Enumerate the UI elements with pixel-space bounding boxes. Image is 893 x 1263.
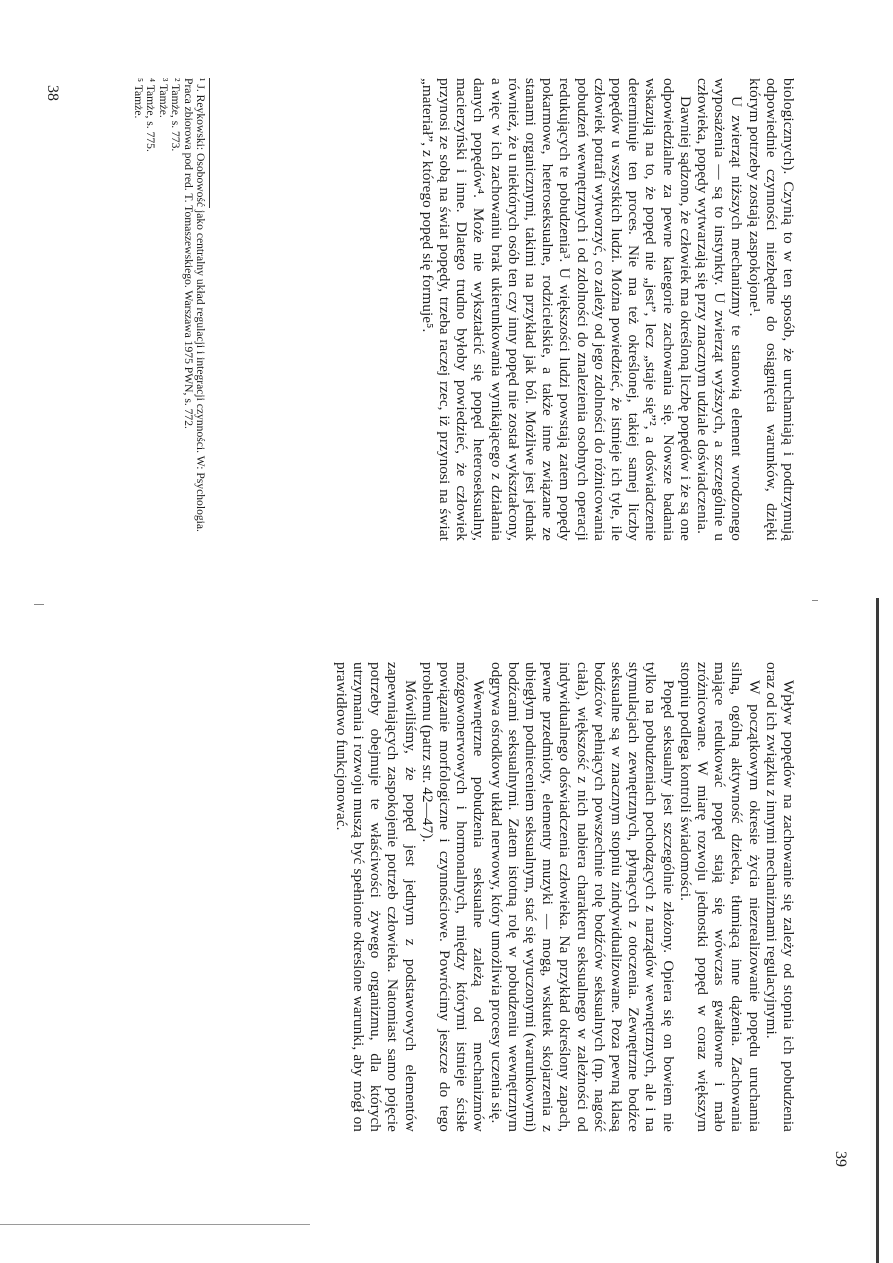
footnote: ³ Tamże. — [156, 78, 170, 118]
page-number: 38 — [44, 85, 61, 101]
footnote: ¹ J. Reykowski: Osobowość jako centralny układ regulacji i integracji czynności. W: Psychologia. Praca zbiorowa pod red. T. Tomaszewskiego. Warszawa 1975 PWN, s. 772. — [181, 78, 207, 532]
paragraph: U zwierząt niższych mechanizmy te stanowią element wrodzonego wyposażenia — są to instynkty. U zwierząt wyższych, a szczególnie u człowieka, popędy wytwarzają się przy znacznym udziale doświadczenia. — [693, 78, 746, 541]
footnote: ⁵ Tamże. — [131, 78, 145, 119]
paragraph: Dawniej sądzono, że człowiek ma określoną liczbę popędów i że są one odpowiedzialne za pewne kategorie zachowania się. Nowsze badania wskazują na to, że popęd nie „jest”, lecz „staje się”², a doświadczenie determinuje ten proces. Nie ma też określonej, takiej samej liczby popędów u wszystkich ludzi. Można powiedzieć, że istnieje ich tyle, ile człowiek potrafi wytworzyć, co zależy od jego zdolności do różnicowania pobudzeń wewnętrznych i od zdolności do znalezienia osobnych operacji redukujących te pobudzenia³. U większości ludzi powstają zatem popędy pokarmowe, heteroseksualne, rodzicielskie, a także inne związane ze stanami organicznymi, takimi na przykład jak ból. Możliwe jest jednak również, że u niektórych osób ten czy inny popęd nie został wykształcony, a więc w ich zachowaniu brak ukierunkowania wynikającego z działania danych popędów⁴. Może nie wykształcić się popęd heteroseksualny, macierzyński i inne. Dlatego trudno byłoby powiedzieć, że człowiek przynosi ze sobą na świat popędy, trzeba raczej rzec, iż przynosi na świat „materiał”, z którego popęd się formuje⁵. — [418, 78, 694, 541]
paragraph: biologicznych). Czynią to w ten sposób, że uruchamiają i podtrzymują odpowiednie czynności niezbędne do osiągnięcia warunków, dzięki którym potrzeby zostają zaspokojone¹. — [745, 78, 797, 541]
paragraph: W początkowym okresie życia niezrealizowanie popędu uruchamia silną, ogólną aktywność dziecka, tłumiącą inne dążenia. Zachowania mające redukować popęd stają się wówczas gwałtowne i mało zróżnicowane. W miarę rozwoju jednostki popęd w coraz większym stopniu podlega kontroli świadomości. — [676, 662, 763, 1132]
left-page-text — [419, 78, 797, 541]
footnote-rule — [209, 78, 210, 208]
paragraph: Wewnętrzne pobudzenia seksualne zależą od mechanizmów mózgowonerwowych i hormonalnych, między którymi istnieje ścisłe powiązanie morfologiczne i czynnościowe. Powrócimy jeszcze do tego problemu (patrz str. 42—47). — [418, 662, 488, 1132]
scan-speck — [34, 604, 44, 605]
footnote: ² Tamże, s. 773. — [169, 78, 183, 152]
paragraph: Mówiliśmy, że popęd jest jednym z podstawowych elementów zapewniających zaspokojenie potrzeb człowieka. Natomiast samo pojęcie potrzeby obejmuje te właściwości żywego organizmu, dla których utrzymania i rozwoju muszą być spełnione określone warunki, aby mógł on prawidłowo funkcjonować. — [332, 662, 419, 1132]
scan-speck — [812, 600, 818, 601]
page-gutter-line — [0, 1224, 310, 1225]
paragraph: Wpływ popędów na zachowanie się zależy od stopnia ich pobudzenia oraz od ich związku z innymi mechanizmami regulacyjnymi. — [762, 662, 797, 1132]
right-page-text — [333, 662, 797, 1132]
footnote: ⁴ Tamże, s. 775. — [144, 78, 158, 152]
page-number: 39 — [832, 1151, 849, 1167]
paragraph: Popęd seksualny jest szczególnie złożony. Opiera się on bowiem nie tylko na pobudzeniach pochodzących z narządów wewnętrznych, ale i na stymulacjach zewnętrznych, płynących z otoczenia. Zewnętrzne bodźce seksualne są w znacznym stopniu zindywidualizowane. Poza pewną klasą bodźców pełniących powszechnie rolę bodźców seksualnych (np. nagość ciała), większość z nich nabiera charakteru seksualnego w zależności od indywidualnego doświadczenia człowieka. Na przykład określony zapach, pewne przedmioty, elementy muzyki — mogą, wskutek skojarzenia z ubiegłym podnieceniem seksualnym, stać się wyuczonymi (warunkowymi) bodźcami seksualnymi. Zatem istotną rolę w pobudzeniu wewnętrznym odgrywa ośrodkowy układ nerwowy, który umożliwia procesy uczenia się. — [487, 662, 677, 1132]
scan-edge-line — [876, 598, 879, 1263]
left-page-footnotes — [132, 78, 210, 533]
